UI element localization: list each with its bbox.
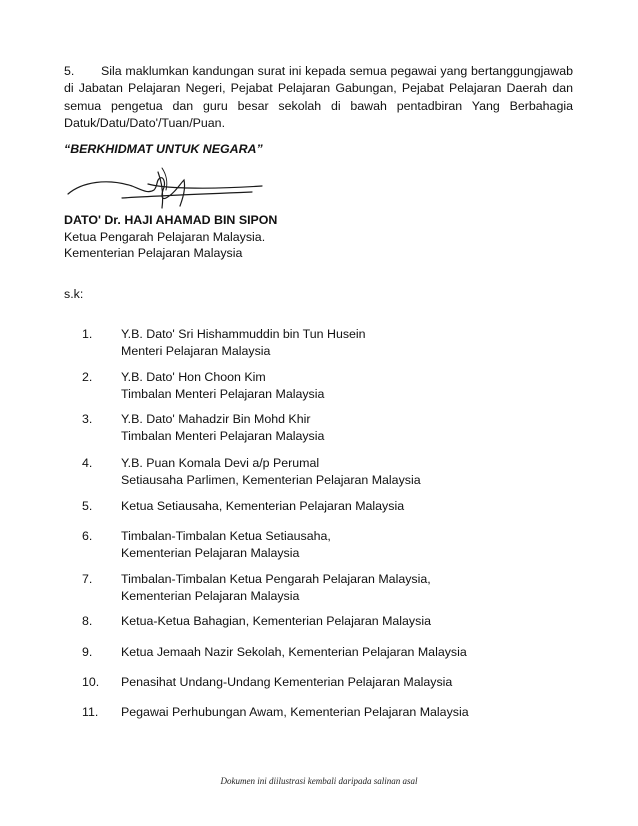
cc-item-line1: Y.B. Dato' Hon Choon Kim: [121, 370, 266, 384]
cc-item-line2: Timbalan Menteri Pelajaran Malaysia: [121, 386, 325, 401]
cc-item-number: 8.: [82, 614, 93, 628]
motto: “BERKHIDMAT UNTUK NEGARA”: [64, 142, 263, 156]
cc-item-text: Penasihat Undang-Undang Kementerian Pelajaran Malaysia: [121, 675, 453, 689]
cc-item-number: 6.: [82, 529, 93, 543]
cc-item-text: [121, 411, 324, 444]
cc-item-number: 1.: [82, 327, 93, 341]
cc-item-text: [121, 326, 366, 359]
cc-item-number: 9.: [82, 645, 93, 659]
paragraph-number: 5.: [64, 64, 75, 78]
cc-item-line1: Timbalan-Timbalan Ketua Setiausaha,: [121, 529, 331, 543]
signer-name: DATO' Dr. HAJI AHAMAD BIN SIPON: [64, 213, 278, 227]
cc-item-text: [121, 571, 431, 604]
cc-item-text: Pegawai Perhubungan Awam, Kementerian Pelajaran Malaysia: [121, 705, 469, 719]
cc-item-line2: Menteri Pelajaran Malaysia: [121, 343, 271, 358]
cc-item-text: [121, 369, 324, 402]
cc-item-line2: Kementerian Pelajaran Malaysia: [121, 588, 300, 603]
cc-item-number: 11.: [82, 705, 99, 719]
footer-note: Dokumen ini diilustrasi kembali daripada salinan asal: [220, 776, 418, 786]
cc-item-number: 4.: [82, 456, 93, 470]
paragraph-text: Sila maklumkan kandungan surat ini kepada semua pegawai yang bertanggungjawab di Jabatan Pelajaran Negeri, Pejabat Pelajaran Gabungan, Pejabat Pelajaran Daerah dan semua pengetua dan guru besar sekolah di bawah pentadbiran Yang Berbahagia Datuk/Datu/Dato'/Tuan/Puan.: [64, 64, 573, 131]
signer-ministry: Kementerian Pelajaran Malaysia: [64, 246, 243, 261]
cc-item-number: 5.: [82, 499, 93, 513]
cc-item-number: 3.: [82, 412, 93, 426]
cc-item-text: [121, 455, 421, 488]
cc-item-line1: Timbalan-Timbalan Ketua Pengarah Pelajaran Malaysia,: [121, 572, 431, 586]
cc-item-line1: Y.B. Dato' Sri Hishammuddin bin Tun Husein: [121, 327, 366, 341]
signer-title: Ketua Pengarah Pelajaran Malaysia.: [64, 229, 266, 244]
cc-item-text: Ketua-Ketua Bahagian, Kementerian Pelajaran Malaysia: [121, 614, 431, 628]
cc-item-line1: Y.B. Dato' Mahadzir Bin Mohd Khir: [121, 412, 311, 426]
cc-item-number: 2.: [82, 370, 93, 384]
cc-item-line2: Setiausaha Parlimen, Kementerian Pelajaran Malaysia: [121, 472, 421, 487]
cc-item-line2: Timbalan Menteri Pelajaran Malaysia: [121, 428, 325, 443]
cc-item-number: 10.: [82, 675, 100, 689]
cc-item-text: Ketua Setiausaha, Kementerian Pelajaran Malaysia: [121, 499, 405, 513]
cc-label: s.k:: [64, 287, 84, 301]
cc-item-text: Ketua Jemaah Nazir Sekolah, Kementerian Pelajaran Malaysia: [121, 645, 467, 659]
cc-item-line1: Y.B. Puan Komala Devi a/p Perumal: [121, 456, 320, 470]
cc-item-text: [121, 528, 331, 561]
cc-item-line2: Kementerian Pelajaran Malaysia: [121, 545, 300, 560]
cc-item-number: 7.: [82, 572, 93, 586]
